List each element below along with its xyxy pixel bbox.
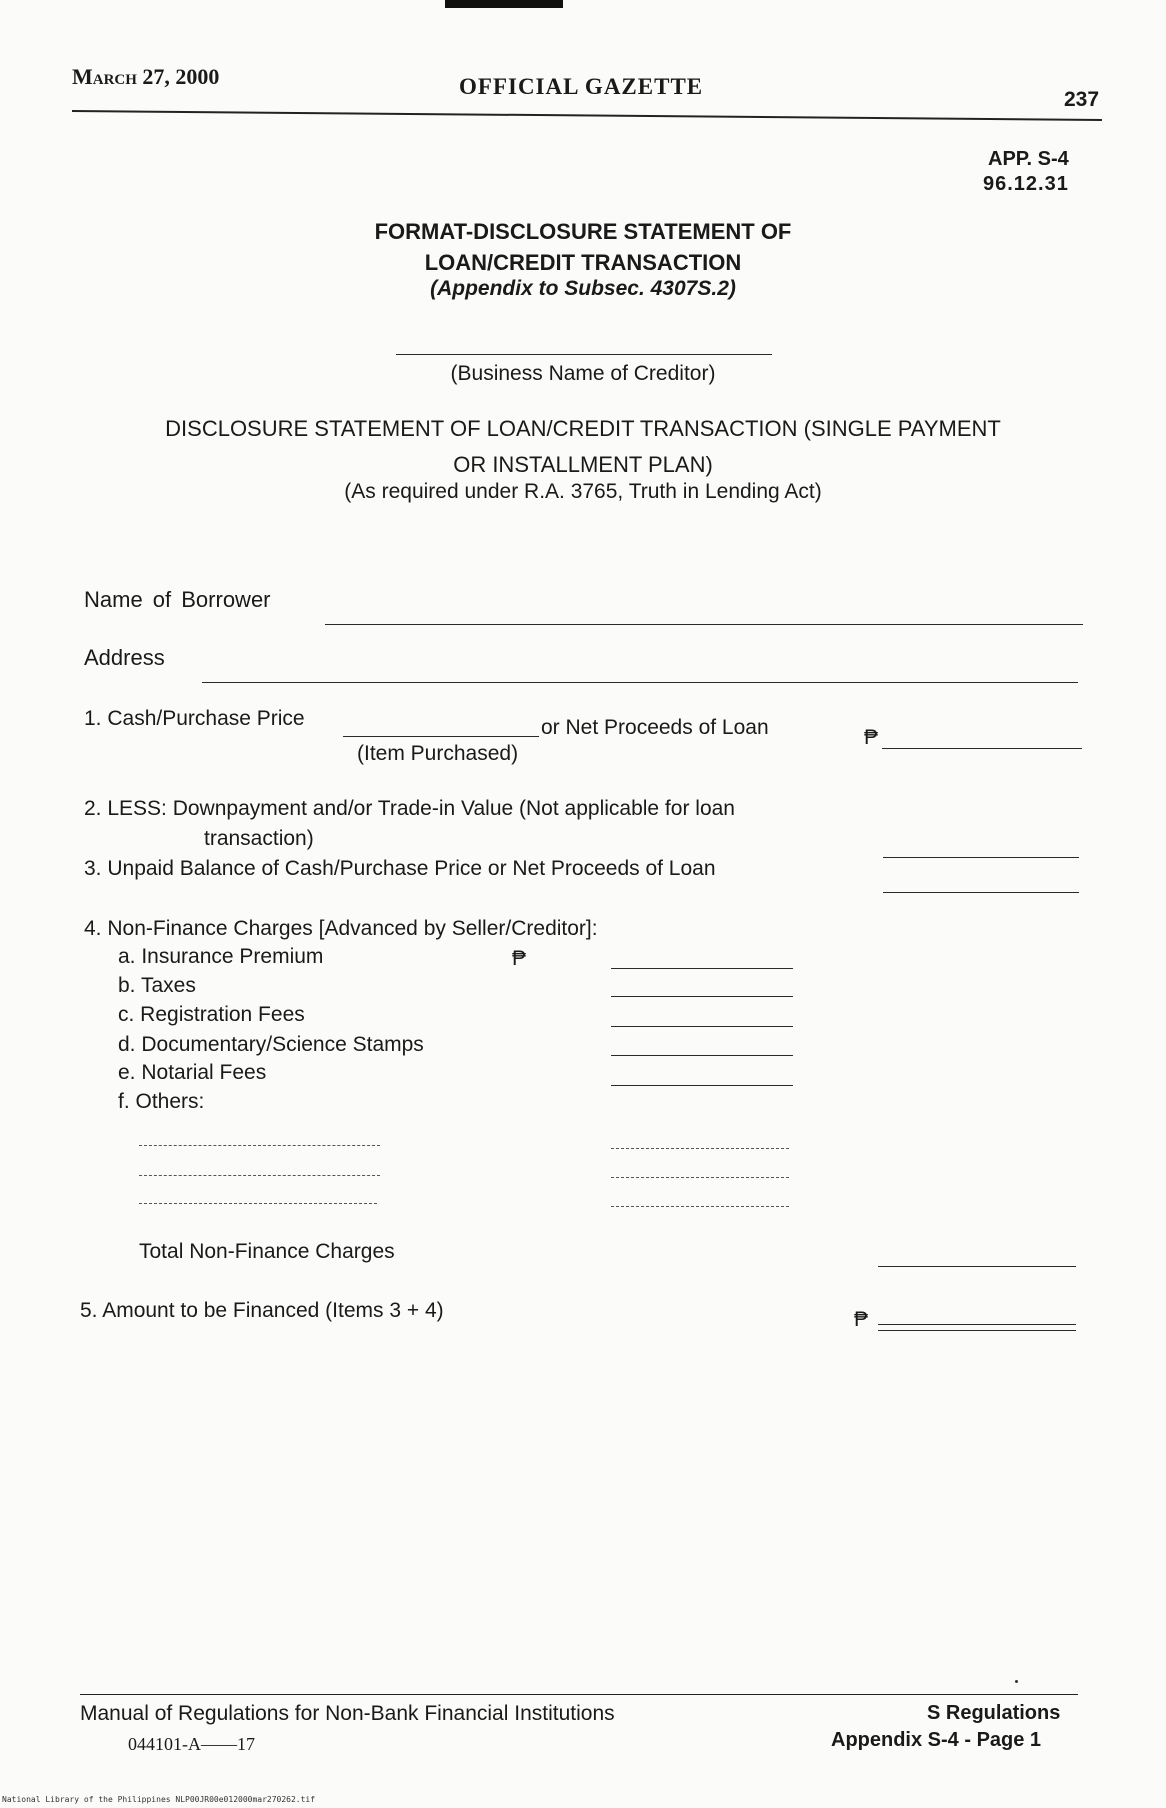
borrower-label: Name of Borrower (84, 587, 271, 612)
others-description-field-2[interactable] (139, 1175, 380, 1176)
others-description-field-1[interactable] (139, 1145, 380, 1146)
item4b-amount-field[interactable] (611, 996, 793, 997)
app-date: 96.12.31 (983, 173, 1069, 195)
creditor-caption: (Business Name of Creditor) (450, 362, 716, 385)
item1-label: 1. Cash/Purchase Price (84, 707, 305, 730)
scan-artifact (445, 0, 563, 8)
title-line-2: LOAN/CREDIT TRANSACTION (424, 250, 742, 275)
item4a-label: a. Insurance Premium (118, 945, 324, 968)
item1-or-label: or Net Proceeds of Loan (541, 716, 769, 739)
item4f-label: f. Others: (118, 1090, 205, 1113)
others-amount-field-2[interactable] (611, 1177, 789, 1178)
statement-line-1: DISCLOSURE STATEMENT OF LOAN/CREDIT TRANSACTION (SINGLE PAYMENT (165, 416, 1001, 441)
item4a-amount-field[interactable] (611, 968, 793, 969)
footer-manual-title: Manual of Regulations for Non-Bank Financial Institutions (80, 1702, 615, 1725)
item2-label-continued: transaction) (204, 827, 314, 850)
item1-amount-field[interactable] (882, 748, 1082, 749)
borrower-name-field[interactable] (325, 624, 1083, 625)
item5-amount-field[interactable] (878, 1324, 1076, 1325)
others-amount-field-3[interactable] (611, 1206, 789, 1207)
creditor-name-line (396, 354, 772, 355)
item5-double-rule (878, 1330, 1076, 1331)
total-non-finance-label: Total Non-Finance Charges (139, 1240, 395, 1263)
item2-label: 2. LESS: Downpayment and/or Trade-in Value (Not applicable for loan (84, 797, 735, 820)
footer-rule (80, 1694, 1078, 1695)
item2-amount-field[interactable] (883, 857, 1079, 858)
address-label: Address (84, 645, 165, 670)
header-rule (72, 110, 1102, 121)
header-page-number: 237 (1064, 88, 1100, 111)
item4-label: 4. Non-Finance Charges [Advanced by Seller/Creditor]: (84, 917, 598, 940)
footer-dot (1015, 1680, 1018, 1683)
item4d-amount-field[interactable] (611, 1055, 793, 1056)
others-amount-field-1[interactable] (611, 1148, 789, 1149)
scan-label: National Library of the Philippines NLP00JR00e012000mar270262.tif (2, 1795, 316, 1804)
item4a-peso-sign: ₱ (512, 947, 527, 970)
address-field[interactable] (202, 682, 1078, 683)
item5-label: 5. Amount to be Financed (Items 3 + 4) (80, 1299, 444, 1322)
total-non-finance-amount-field[interactable] (878, 1266, 1076, 1267)
statement-line-2: OR INSTALLMENT PLAN) (453, 452, 713, 477)
item-purchased-field[interactable] (343, 736, 539, 737)
item3-label: 3. Unpaid Balance of Cash/Purchase Price or Net Proceeds of Loan (84, 857, 716, 880)
title-line-1: FORMAT-DISCLOSURE STATEMENT OF (374, 219, 792, 244)
header-publication: OFFICIAL GAZETTE (459, 74, 704, 99)
footer-code: 044101-A——17 (128, 1734, 255, 1754)
item5-peso-sign: ₱ (854, 1308, 869, 1331)
item4e-amount-field[interactable] (611, 1085, 793, 1086)
app-code: APP. S-4 (988, 148, 1069, 170)
footer-section: S Regulations (927, 1702, 1061, 1724)
footer-page: Appendix S-4 - Page 1 (831, 1729, 1042, 1751)
statement-line-3: (As required under R.A. 3765, Truth in Lending Act) (344, 480, 822, 503)
title-line-3: (Appendix to Subsec. 4307S.2) (430, 277, 736, 300)
others-description-field-3[interactable] (139, 1203, 377, 1204)
item3-amount-field[interactable] (883, 892, 1079, 893)
peso-sign: ₱ (864, 726, 879, 749)
item1-caption: (Item Purchased) (357, 742, 519, 765)
item4c-amount-field[interactable] (611, 1026, 793, 1027)
item4b-label: b. Taxes (118, 974, 196, 997)
item4c-label: c. Registration Fees (118, 1003, 305, 1026)
header-date: March 27, 2000 (72, 64, 220, 89)
item4d-label: d. Documentary/Science Stamps (118, 1033, 424, 1056)
item4e-label: e. Notarial Fees (118, 1061, 267, 1084)
